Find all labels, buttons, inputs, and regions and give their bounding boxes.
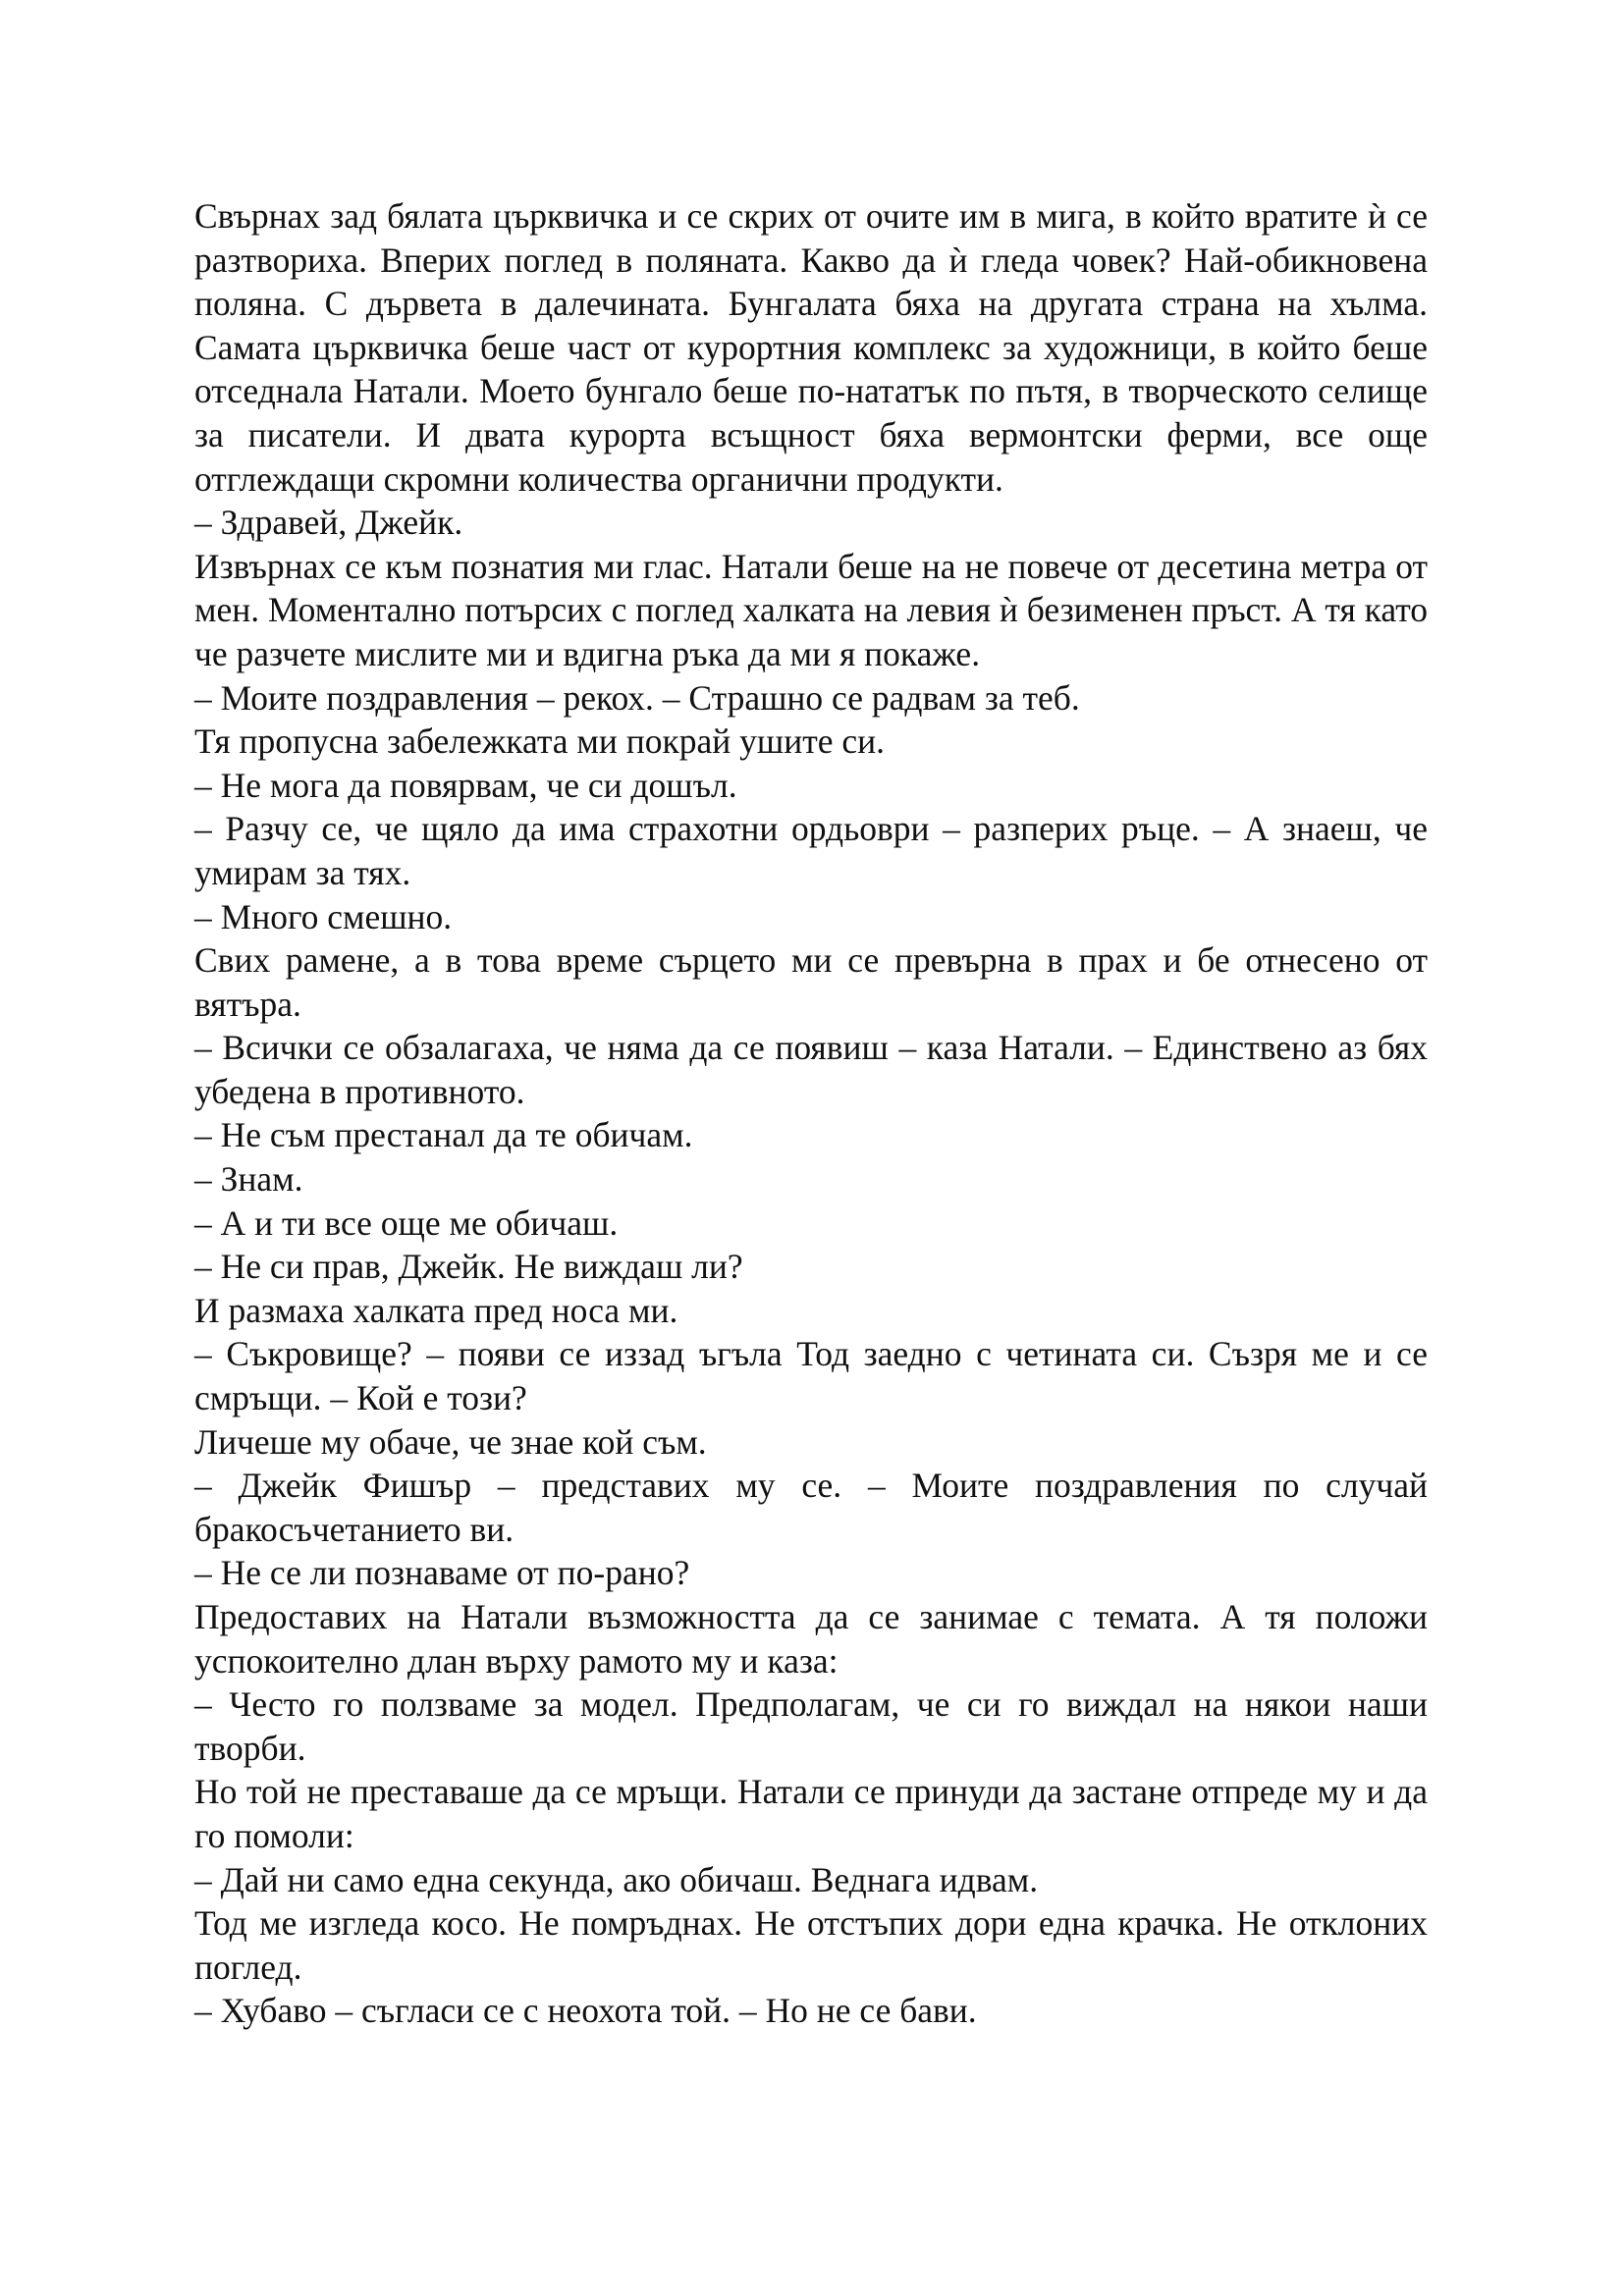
dialogue-line: – Джейк Фишър – представих му се. – Моите поздравления по случай бракосъчетанието ви.: [194, 1466, 1428, 1549]
dialogue-line: – Не се ли познаваме от по-рано?: [194, 1553, 690, 1593]
dialogue-line: – Разчу се, че щяло да има страхотни ордьоври – разперих ръце. – А знаеш, че умирам за тях.: [194, 809, 1428, 892]
dialogue-line: – Здравей, Джейк.: [194, 503, 463, 543]
paragraph: И размаха халката пред носа ми.: [194, 1290, 678, 1330]
paragraph: Но той не преставаше да се мръщи. Натали се принуди да застане отпреде му и да го помоли:: [194, 1772, 1428, 1855]
body-text: [194, 194, 1428, 2033]
paragraph: Свих рамене, а в това време сърцето ми се превърна в прах и бе отнесено от вятъра.: [194, 940, 1428, 1024]
dialogue-line: – Всички се обзалагаха, че няма да се появиш – каза Натали. – Единствено аз бях убедена в противното.: [194, 1028, 1428, 1111]
dialogue-line: – А и ти все още ме обичаш.: [194, 1202, 619, 1243]
dialogue-line: – Много смешно.: [194, 896, 453, 936]
paragraph: Личеше му обаче, че знае кой съм.: [194, 1421, 707, 1462]
paragraph: Тя пропусна забележката ми покрай ушите си.: [194, 721, 885, 762]
paragraph: Извърнах се към познатия ми глас. Натали беше на не повече от десетина метра от мен. Моментално потърсих с поглед халката на левия ѝ безименен пръст. А тя като че разчете мислите ми и вдигна ръка да ми я покаже.: [194, 546, 1429, 673]
dialogue-line: – Не си прав, Джейк. Не виждаш ли?: [194, 1247, 743, 1287]
dialogue-line: – Често го ползваме за модел. Предполагам, че си го виждал на някои наши творби.: [194, 1684, 1428, 1768]
dialogue-line: – Хубаво – съгласи се с неохота той. – Но не се бави.: [194, 1991, 977, 2031]
dialogue-line: – Не мога да повярвам, че си дошъл.: [194, 765, 737, 805]
paragraph: Предоставих на Натали възможността да се занимае с темата. А тя положи успокоително длан върху рамото му и каза:: [194, 1597, 1428, 1681]
dialogue-line: – Моите поздравления – рекох. – Страшно се радвам за теб.: [194, 677, 1080, 718]
paragraph: Свърнах зад бялата църквичка и се скрих от очите им в мига, в който вратите ѝ се разтвориха. Вперих поглед в поляната. Какво да ѝ гледа човек? Най-обикновена поляна. С дървета в далечината. Бунгалата бяха на другата страна на хълма. Самата църквичка беше част от курортния комплекс за художници, в който беше отседнала Натали. Моето бунгало беше по-нататък по пътя, в творческото селище за писатели. И двата курорта всъщност бяха вермонтски ферми, все още отглеждащи скромни количества органични продукти.: [194, 196, 1428, 499]
paragraph: Тод ме изгледа косо. Не помръднах. Не отстъпих дори една крачка. Не отклоних поглед.: [194, 1903, 1428, 1987]
dialogue-line: – Дай ни само една секунда, ако обичаш. Веднага идвам.: [194, 1859, 1039, 1899]
dialogue-line: – Съкровище? – появи се иззад ъгъла Тод заедно с четината си. Съзря ме и се смръщи. – Кой е този?: [194, 1334, 1428, 1418]
dialogue-line: – Не съм престанал да те обичам.: [194, 1115, 693, 1155]
dialogue-line: – Знам.: [194, 1159, 303, 1200]
